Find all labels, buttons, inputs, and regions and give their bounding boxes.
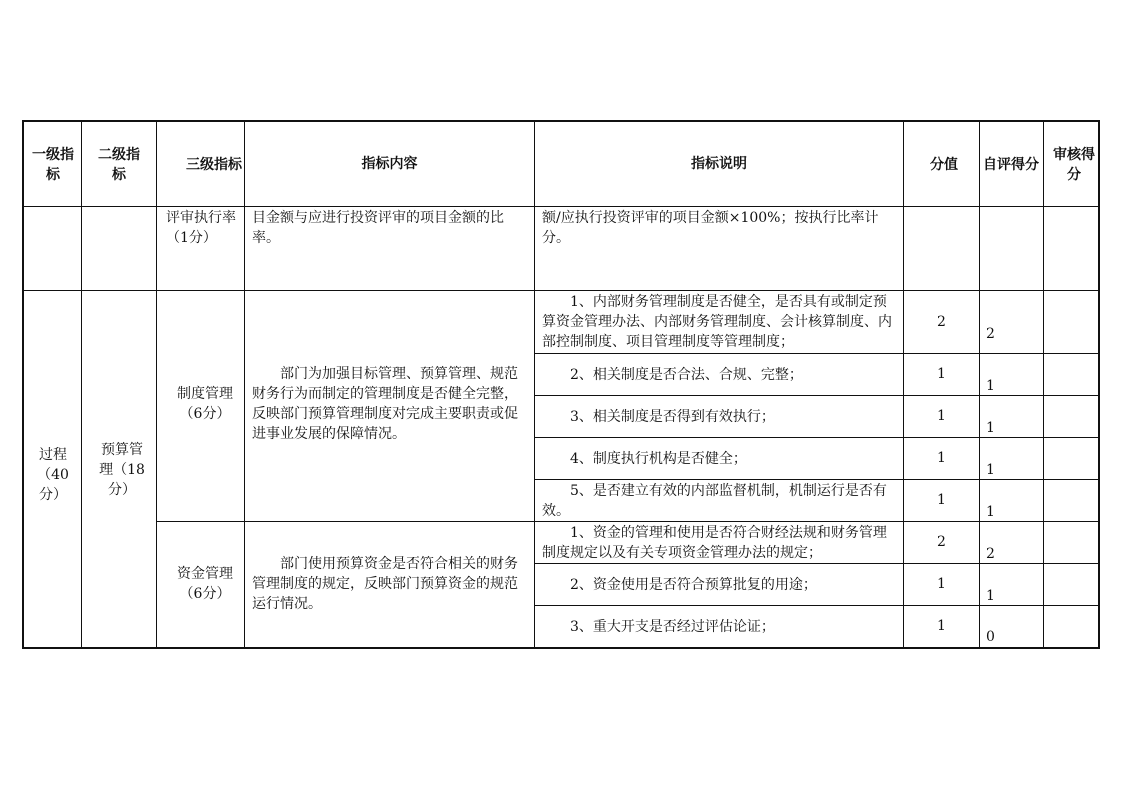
- col-divider: [1043, 122, 1044, 647]
- col-divider: [979, 122, 980, 647]
- fund-item-1-self: 2: [986, 546, 995, 562]
- fund-item-3-self: 0: [986, 629, 995, 645]
- system-item-5-score: 1: [937, 492, 946, 508]
- system-item-3-score: 1: [937, 408, 946, 424]
- system-item-3-desc: 3、相关制度是否得到有效执行；: [570, 409, 775, 425]
- system-level3: 制度管理（6分）: [177, 386, 233, 422]
- fund-content: 部门使用预算资金是否符合相关的财务管理制度的规定，反映部门预算资金的规范运行情况。: [252, 556, 518, 612]
- row-divider: [24, 206, 1100, 207]
- system-item-4-self: 1: [986, 462, 995, 478]
- header-review-score: 审核得分: [1053, 147, 1095, 183]
- fund-item-2-self: 1: [986, 588, 995, 604]
- header-score: 分值: [930, 157, 958, 173]
- system-content: 部门为加强目标管理、预算管理、规范财务行为而制定的管理制度是否健全完整，反映部门预算管理制度对完成主要职责或促进事业发展的保障情况。: [252, 366, 518, 442]
- review-level3: 评审执行率（1分）: [166, 210, 236, 246]
- row-divider: [534, 353, 1100, 354]
- system-item-1-self: 2: [986, 326, 995, 342]
- fund-item-1-desc: 1、资金的管理和使用是否符合财经法规和财务管理制度规定以及有关专项资金管理办法的规定；: [542, 525, 887, 561]
- fund-item-3-desc: 3、重大开支是否经过评估论证；: [570, 619, 775, 635]
- system-item-2-score: 1: [937, 366, 946, 382]
- header-self-score: 自评得分: [983, 157, 1039, 173]
- header-description: 指标说明: [691, 156, 747, 172]
- system-item-2-self: 1: [986, 378, 995, 394]
- col-divider: [156, 122, 157, 647]
- system-item-2-desc: 2、相关制度是否合法、合规、完整；: [570, 367, 803, 383]
- fund-item-3-score: 1: [937, 618, 946, 634]
- system-item-1-desc: 1、内部财务管理制度是否健全，是否具有或制定预算资金管理办法、内部财务管理制度、会计核算制度、内部控制制度、项目管理制度等管理制度；: [542, 294, 892, 350]
- fund-item-1-score: 2: [937, 534, 946, 550]
- header-level1: 一级指标: [32, 147, 74, 183]
- review-content: 目金额与应进行投资评审的项目金额的比率。: [252, 210, 504, 246]
- system-item-4-score: 1: [937, 450, 946, 466]
- system-item-3-self: 1: [986, 420, 995, 436]
- fund-item-2-desc: 2、资金使用是否符合预算批复的用途；: [570, 577, 817, 593]
- review-description: 额/应执行投资评审的项目金额×100%；按执行比率计分。: [542, 210, 879, 246]
- fund-level3: 资金管理（6分）: [177, 566, 233, 602]
- col-divider: [81, 122, 82, 647]
- system-item-4-desc: 4、制度执行机构是否健全；: [570, 451, 747, 467]
- header-content: 指标内容: [361, 156, 418, 172]
- level2-budget: 预算管理（18分）: [99, 442, 145, 498]
- level1-process: 过程（40分）: [37, 447, 69, 503]
- system-item-5-desc: 5、是否建立有效的内部监督机制，机制运行是否有效。: [542, 483, 887, 519]
- system-item-5-self: 1: [986, 504, 995, 520]
- evaluation-table: [22, 120, 1100, 649]
- header-level3: 三级指标: [186, 157, 242, 173]
- header-level2: 二级指标: [98, 147, 140, 183]
- system-item-1-score: 2: [937, 314, 946, 330]
- fund-item-2-score: 1: [937, 576, 946, 592]
- row-divider: [24, 290, 1100, 291]
